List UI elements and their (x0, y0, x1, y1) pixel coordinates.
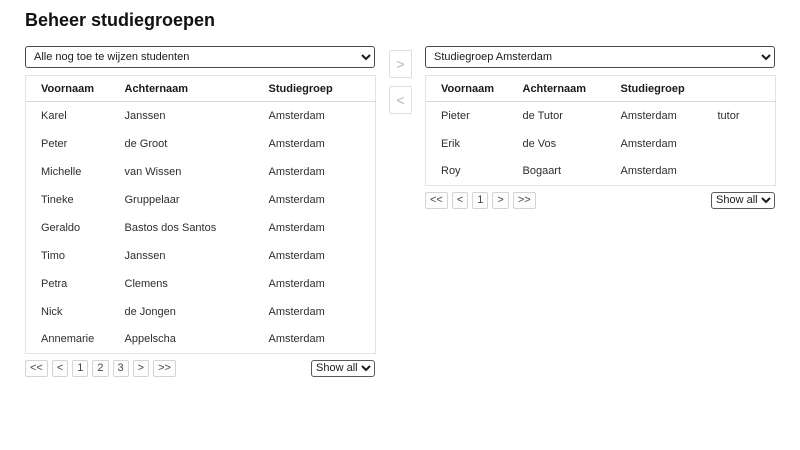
cell-voornaam: Roy (441, 165, 461, 178)
page-title: Beheer studiegroepen (25, 10, 216, 30)
studygroup-select[interactable] (425, 46, 775, 68)
cell-voornaam: Tineke (41, 193, 74, 206)
transfer-controls (389, 50, 412, 114)
cell-voornaam: Peter (41, 137, 68, 150)
cell-voornaam: Nick (41, 305, 63, 318)
cell-voornaam: Pieter (441, 109, 470, 122)
table-row[interactable] (426, 102, 776, 130)
cell-studiegroep: Amsterdam (620, 109, 677, 122)
table-row[interactable] (26, 186, 376, 214)
next-page-button[interactable]: > (492, 192, 508, 209)
prev-page-button[interactable]: < (52, 360, 68, 377)
table-row[interactable] (26, 158, 376, 186)
cell-studiegroep: Amsterdam (268, 305, 325, 318)
cell-voornaam: Karel (41, 109, 67, 122)
table-row[interactable] (26, 270, 376, 298)
column-header-role (703, 76, 776, 102)
cell-studiegroep: Amsterdam (268, 193, 325, 206)
table-row[interactable] (426, 130, 776, 158)
right-page-size-select[interactable] (711, 192, 775, 209)
left-page-size-select[interactable] (311, 360, 375, 377)
first-page-button[interactable]: << (25, 360, 48, 377)
unassigned-students-table (25, 75, 376, 354)
cell-achternaam: de Groot (124, 137, 168, 150)
cell-voornaam: Geraldo (41, 221, 81, 234)
table-row[interactable] (26, 102, 376, 130)
cell-achternaam: Bogaart (522, 165, 562, 178)
cell-voornaam: Michelle (41, 165, 82, 178)
cell-studiegroep: Amsterdam (268, 137, 325, 150)
column-header-achternaam: Achternaam (110, 76, 254, 102)
cell-achternaam: de Jongen (124, 305, 176, 318)
prev-page-button[interactable]: < (452, 192, 468, 209)
table-row[interactable] (26, 242, 376, 270)
column-header-studiegroep: Studiegroep (254, 76, 376, 102)
cell-studiegroep: Amsterdam (620, 165, 677, 178)
column-header-voornaam: Voornaam (26, 76, 110, 102)
cell-achternaam: de Tutor (522, 109, 563, 122)
move-to-group-button[interactable]: > (389, 50, 412, 78)
cell-achternaam: Janssen (124, 249, 166, 262)
studygroup-members-table (425, 75, 776, 186)
cell-studiegroep: Amsterdam (268, 333, 325, 346)
cell-achternaam: Clemens (124, 277, 168, 290)
table-row[interactable] (26, 326, 376, 354)
cell-achternaam: Janssen (124, 109, 166, 122)
cell-studiegroep: Amsterdam (268, 165, 325, 178)
right-pagination-bar (425, 191, 775, 209)
cell-role (703, 158, 776, 186)
column-header-studiegroep: Studiegroep (606, 76, 703, 102)
cell-role: tutor (717, 109, 740, 122)
cell-role (703, 130, 776, 158)
table-header-row (426, 76, 776, 102)
cell-voornaam: Erik (441, 137, 460, 150)
page-button-3[interactable]: 3 (113, 360, 129, 377)
unassigned-students-panel (25, 46, 375, 377)
column-header-achternaam: Achternaam (508, 76, 606, 102)
left-pager-buttons (25, 360, 180, 377)
cell-studiegroep: Amsterdam (268, 221, 325, 234)
last-page-button[interactable]: >> (153, 360, 176, 377)
cell-achternaam: Gruppelaar (124, 193, 180, 206)
cell-achternaam: Bastos dos Santos (124, 221, 217, 234)
cell-achternaam: Appelscha (124, 333, 176, 346)
remove-from-group-button[interactable]: < (389, 86, 412, 114)
page-button-2[interactable]: 2 (92, 360, 108, 377)
page-button-1[interactable]: 1 (472, 192, 488, 209)
column-header-voornaam: Voornaam (426, 76, 508, 102)
table-row[interactable] (26, 214, 376, 242)
cell-voornaam: Timo (41, 249, 66, 262)
table-header-row (26, 76, 376, 102)
cell-studiegroep: Amsterdam (268, 109, 325, 122)
unassigned-students-select[interactable] (25, 46, 375, 68)
cell-voornaam: Annemarie (41, 333, 95, 346)
page-button-1[interactable]: 1 (72, 360, 88, 377)
last-page-button[interactable]: >> (513, 192, 536, 209)
first-page-button[interactable]: << (425, 192, 448, 209)
table-row[interactable] (26, 298, 376, 326)
cell-achternaam: de Vos (522, 137, 557, 150)
cell-studiegroep: Amsterdam (268, 249, 325, 262)
table-row[interactable] (26, 130, 376, 158)
cell-studiegroep: Amsterdam (620, 137, 677, 150)
left-pagination-bar (25, 359, 375, 377)
cell-studiegroep: Amsterdam (268, 277, 325, 290)
right-pager-buttons (425, 192, 540, 209)
studygroup-panel (425, 46, 775, 209)
next-page-button[interactable]: > (133, 360, 149, 377)
table-row[interactable] (426, 158, 776, 186)
cell-achternaam: van Wissen (124, 165, 182, 178)
cell-voornaam: Petra (41, 277, 68, 290)
